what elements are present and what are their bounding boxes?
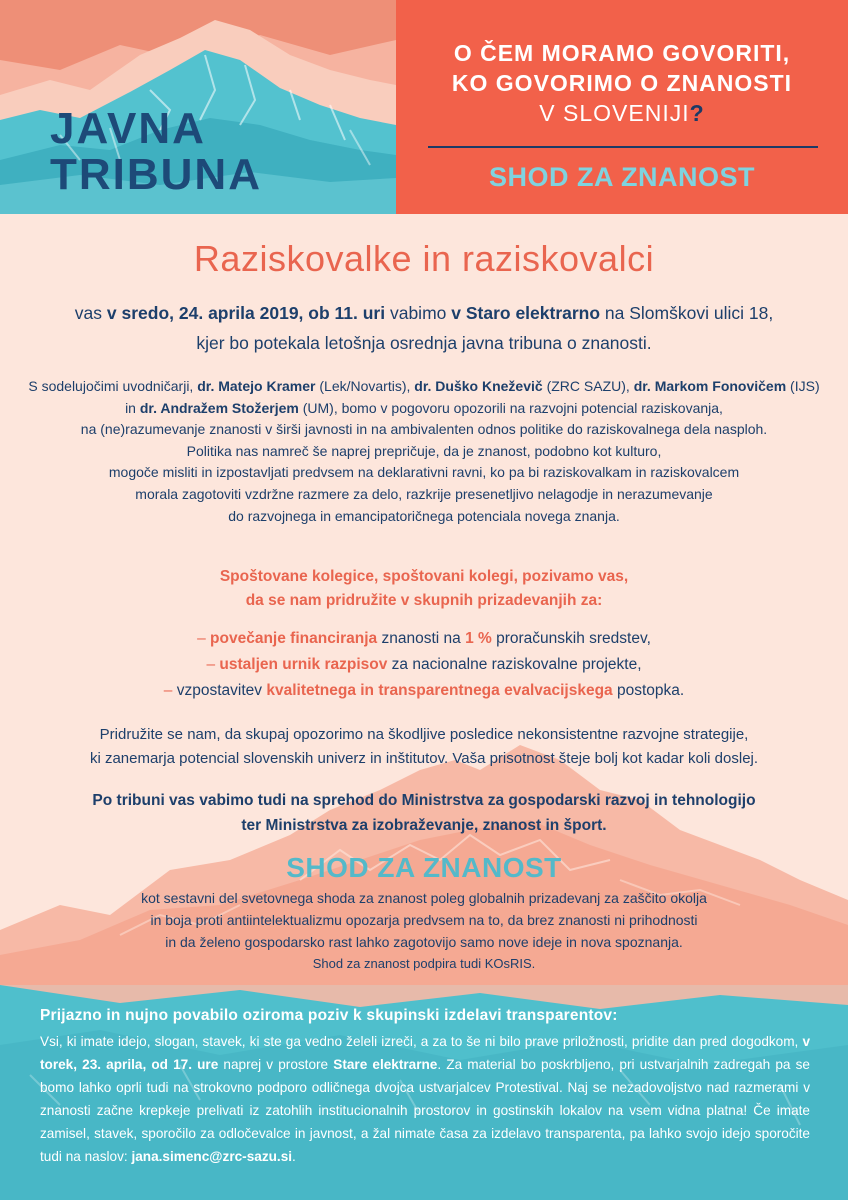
event-type-line-1: JAVNA bbox=[50, 104, 206, 153]
speakers-line-6: morala zagotoviti vzdržne razmere za delo, razkrije presenetljivo nelagodje in nerazumevanje bbox=[135, 485, 713, 502]
intro-line-2: kjer bo potekala letošnja osrednja javna tribuna o znanosti. bbox=[196, 333, 652, 353]
workshop-venue: Stare elektrarne bbox=[333, 1057, 438, 1072]
event-type-title bbox=[50, 106, 262, 198]
speaker-name: dr. Matejo Kramer bbox=[197, 378, 316, 394]
demand-text: znanosti na bbox=[377, 630, 466, 647]
header-divider bbox=[428, 146, 818, 148]
demands-list bbox=[0, 626, 848, 704]
speaker-name: dr. Markom Fonovičem bbox=[633, 378, 787, 394]
bottom-text-part: . Za material bo poskrbljeno, pri ustvarjalnih zadregah pa se bomo lahko oprli tudi na strokovno podporo odličnega dvojca ustvarjalcev Protestival. Naj se nezadovoljstvo nad razmerami v znanosti začne krepkeje prelivati iz zatohlih institucionalnih prostorov in gostinskih lokalov na vsem vidna platna! Če imate zamisel, stavek, sporočilo za odločevalce in javnost, a žal nimate časa za izdelavo transparenta, pa lahko svojo idejo sporočite tudi na naslov: bbox=[40, 1057, 810, 1164]
event-date: v sredo, 24. aprila 2019, ob 11. uri bbox=[106, 303, 386, 323]
speaker-affiliation: (Lek/Novartis), bbox=[315, 378, 415, 394]
demand-item bbox=[0, 626, 848, 652]
invite-line-1: Spoštovane kolegice, spoštovani kolegi, pozivamo vas, bbox=[219, 568, 629, 585]
bottom-text-part: naprej v prostore bbox=[218, 1057, 334, 1072]
speakers-line-3: na (ne)razumevanje znanosti v širši javnosti in na ambivalenten odnos politike do raziskovalnega dela nasploh. bbox=[80, 421, 768, 438]
bottom-title: Prijazno in nujno povabilo oziroma poziv k skupinski izdelavi transparentov: bbox=[40, 1007, 618, 1024]
event-type-line-2: TRIBUNA bbox=[50, 150, 262, 199]
speakers-text: S sodelujočimi uvodničarji, bbox=[28, 378, 198, 394]
march-line-4: Shod za znanost podpira tudi KOsRIS. bbox=[312, 956, 536, 971]
speakers-line-7: do razvojnega in emancipatoričnega potenciala novega znanja. bbox=[228, 507, 620, 524]
main-heading: Raziskovalke in raziskovalci bbox=[193, 238, 655, 279]
march-title: SHOD ZA ZNANOST bbox=[286, 852, 562, 883]
main-question bbox=[396, 38, 848, 128]
header-subtitle: SHOD ZA ZNANOST bbox=[489, 162, 755, 192]
dash: – bbox=[206, 656, 220, 673]
join-line-2: ki zanemarja potencial slovenskih univerz in inštitutov. Vaša prisotnost šteje bolj kot kadar koli doslej. bbox=[89, 750, 759, 767]
speaker-affiliation: (ZRC SAZU), bbox=[542, 378, 634, 394]
speakers-paragraph bbox=[0, 376, 848, 527]
question-line-3-text: V SLOVENIJI bbox=[539, 100, 690, 126]
demand-bold: ustaljen urnik razpisov bbox=[219, 656, 388, 673]
march-line-3: in da želeno gospodarsko rast lahko zagotovijo samo nove ideje in nova spoznanja. bbox=[165, 934, 683, 950]
demand-text: postopka. bbox=[612, 682, 685, 699]
speaker-affiliation: (IJS) bbox=[786, 378, 820, 394]
event-venue: v Staro elektrarno bbox=[451, 303, 601, 323]
march-line-1: kot sestavni del svetovnega shoda za znanost poleg globalnih prizadevanj za zaščito okolja bbox=[141, 890, 707, 906]
intro-text: vabimo bbox=[385, 303, 452, 323]
dash: – bbox=[163, 682, 177, 699]
question-mark: ? bbox=[689, 100, 705, 126]
bottom-text-part: Vsi, ki imate idejo, slogan, stavek, ki ste ga vedno želeli izreči, a za to še ni bilo prave priložnosti, pridite dan pred dogodkom, bbox=[40, 1034, 799, 1049]
invite-line-2: da se nam pridružite v skupnih prizadevanjih za: bbox=[245, 592, 603, 609]
question-line-2: KO GOVORIMO O ZNANOSTI bbox=[451, 70, 793, 96]
speaker-name: dr. Duško Kneževič bbox=[414, 378, 543, 394]
bottom-text bbox=[40, 1030, 810, 1168]
walk-line-1: Po tribuni vas vabimo tudi na sprehod do Ministrstva za gospodarski razvoj in tehnologijo bbox=[92, 792, 756, 809]
demand-item bbox=[0, 652, 848, 678]
workshop-date: v torek, 23. aprila, od 17. ure bbox=[40, 1034, 810, 1072]
demand-text: proračunskih sredstev, bbox=[491, 630, 651, 647]
demand-text: vzpostavitev bbox=[176, 682, 267, 699]
walk-paragraph bbox=[0, 788, 848, 838]
invite-paragraph bbox=[0, 565, 848, 613]
speakers-text: (UM), bomo v pogovoru opozorili na razvojni potencial raziskovanja, bbox=[298, 399, 723, 416]
question-line-3 bbox=[396, 98, 848, 128]
intro-text: vas bbox=[74, 303, 107, 323]
demand-bold: povečanje financiranja bbox=[210, 630, 378, 647]
demand-bold: 1 % bbox=[465, 630, 492, 647]
speakers-line-4: Politika nas namreč še naprej prepričuje, da je znanost, podobno kot kulturo, bbox=[186, 442, 662, 459]
demand-text: za nacionalne raziskovalne projekte, bbox=[387, 656, 642, 673]
join-paragraph bbox=[0, 723, 848, 771]
speakers-line-1 bbox=[0, 376, 848, 398]
speaker-name: dr. Andražem Stožerjem bbox=[139, 399, 299, 416]
join-line-1: Pridružite se nam, da skupaj opozorimo na škodljive posledice nekonsistentne razvojne strategije, bbox=[99, 726, 749, 743]
walk-line-2: ter Ministrstva za izobraževanje, znanost in šport. bbox=[241, 817, 607, 834]
speakers-line-5: mogoče misliti in izpostavljati predvsem na deklarativni ravni, ko pa bi raziskovalkam in raziskovalcem bbox=[108, 464, 740, 481]
speakers-text: in bbox=[125, 399, 140, 416]
dash: – bbox=[197, 630, 211, 647]
question-line-1: O ČEM MORAMO GOVORITI, bbox=[453, 40, 791, 66]
event-address: na Slomškovi ulici 18, bbox=[600, 303, 774, 323]
intro-line-1 bbox=[0, 298, 848, 328]
intro-paragraph bbox=[0, 298, 848, 358]
demand-item bbox=[0, 678, 848, 704]
demand-bold: kvalitetnega in transparentnega evalvacijskega bbox=[266, 682, 613, 699]
march-paragraph bbox=[0, 887, 848, 975]
speakers-line-2 bbox=[0, 398, 848, 420]
contact-email[interactable]: jana.simenc@zrc-sazu.si bbox=[131, 1149, 293, 1164]
march-line-2: in boja proti antiintelektualizmu opozarja predvsem na to, da brez znanosti ni prihodnosti bbox=[150, 912, 698, 928]
bottom-text-part: . bbox=[292, 1149, 296, 1164]
